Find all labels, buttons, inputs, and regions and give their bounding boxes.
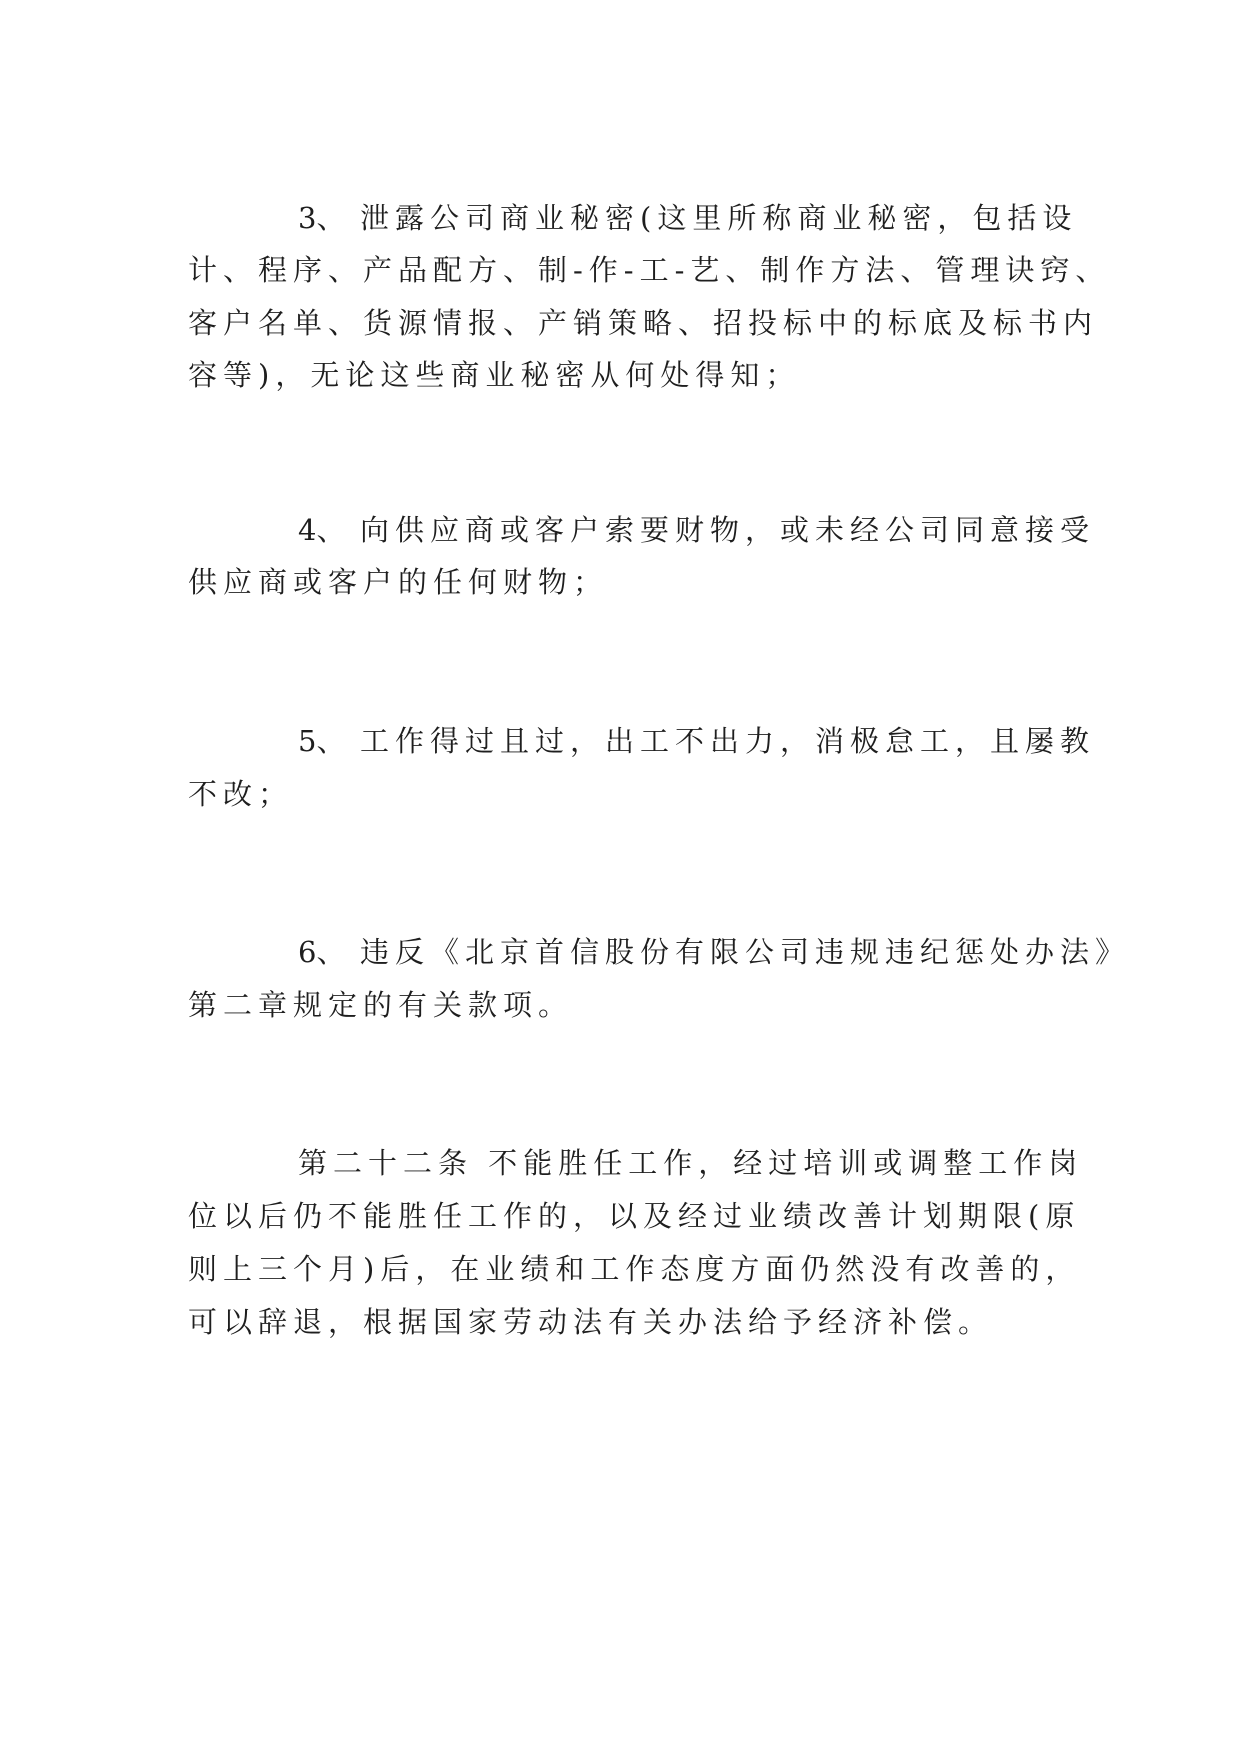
item-4-line-2: 供应商或客户的任何财物； [188, 565, 609, 599]
item-4-number: 4、 [298, 513, 346, 547]
article-22-line-1: 第二十二条 不能胜任工作，经过培训或调整工作岗 [298, 1146, 1084, 1180]
item-4-text-1: 向供应商或客户索要财物，或未经公司同意接受 [360, 513, 1096, 547]
item-5-line-1 [0, 723, 1241, 759]
item-4-line-1 [0, 512, 1241, 548]
article-22-line-3: 则上三个月)后，在业绩和工作态度方面仍然没有改善的， [188, 1252, 1081, 1286]
item-3-line-2: 计、程序、产品配方、制-作-工-艺、制作方法、管理诀窍、 [188, 253, 1111, 287]
item-3-text-1: 泄露公司商业秘密(这里所称商业秘密，包括设 [360, 201, 1078, 235]
article-22-line-4: 可以辞退，根据国家劳动法有关办法给予经济补偿。 [188, 1305, 994, 1339]
item-6-line-2: 第二章规定的有关款项。 [188, 988, 574, 1022]
item-5-line-2: 不改； [188, 777, 294, 811]
item-6-number: 6、 [298, 935, 346, 969]
article-22-line-2: 位以后仍不能胜任工作的，以及经过业绩改善计划期限(原 [188, 1199, 1081, 1233]
item-6-text-1: 违反《北京首信股份有限公司违规违纪惩处办法》 [360, 935, 1131, 969]
item-3-number: 3、 [298, 201, 346, 235]
item-3-line-4: 容等)，无论这些商业秘密从何处得知； [188, 358, 801, 392]
item-6-line-1 [0, 934, 1241, 970]
item-3-line-3: 客户名单、货源情报、产销策略、招投标中的标底及标书内 [188, 306, 1099, 340]
item-5-text-1: 工作得过且过，出工不出力，消极怠工，且屡教 [360, 724, 1096, 758]
item-3-line-1 [0, 200, 1241, 236]
item-5-number: 5、 [298, 724, 346, 758]
